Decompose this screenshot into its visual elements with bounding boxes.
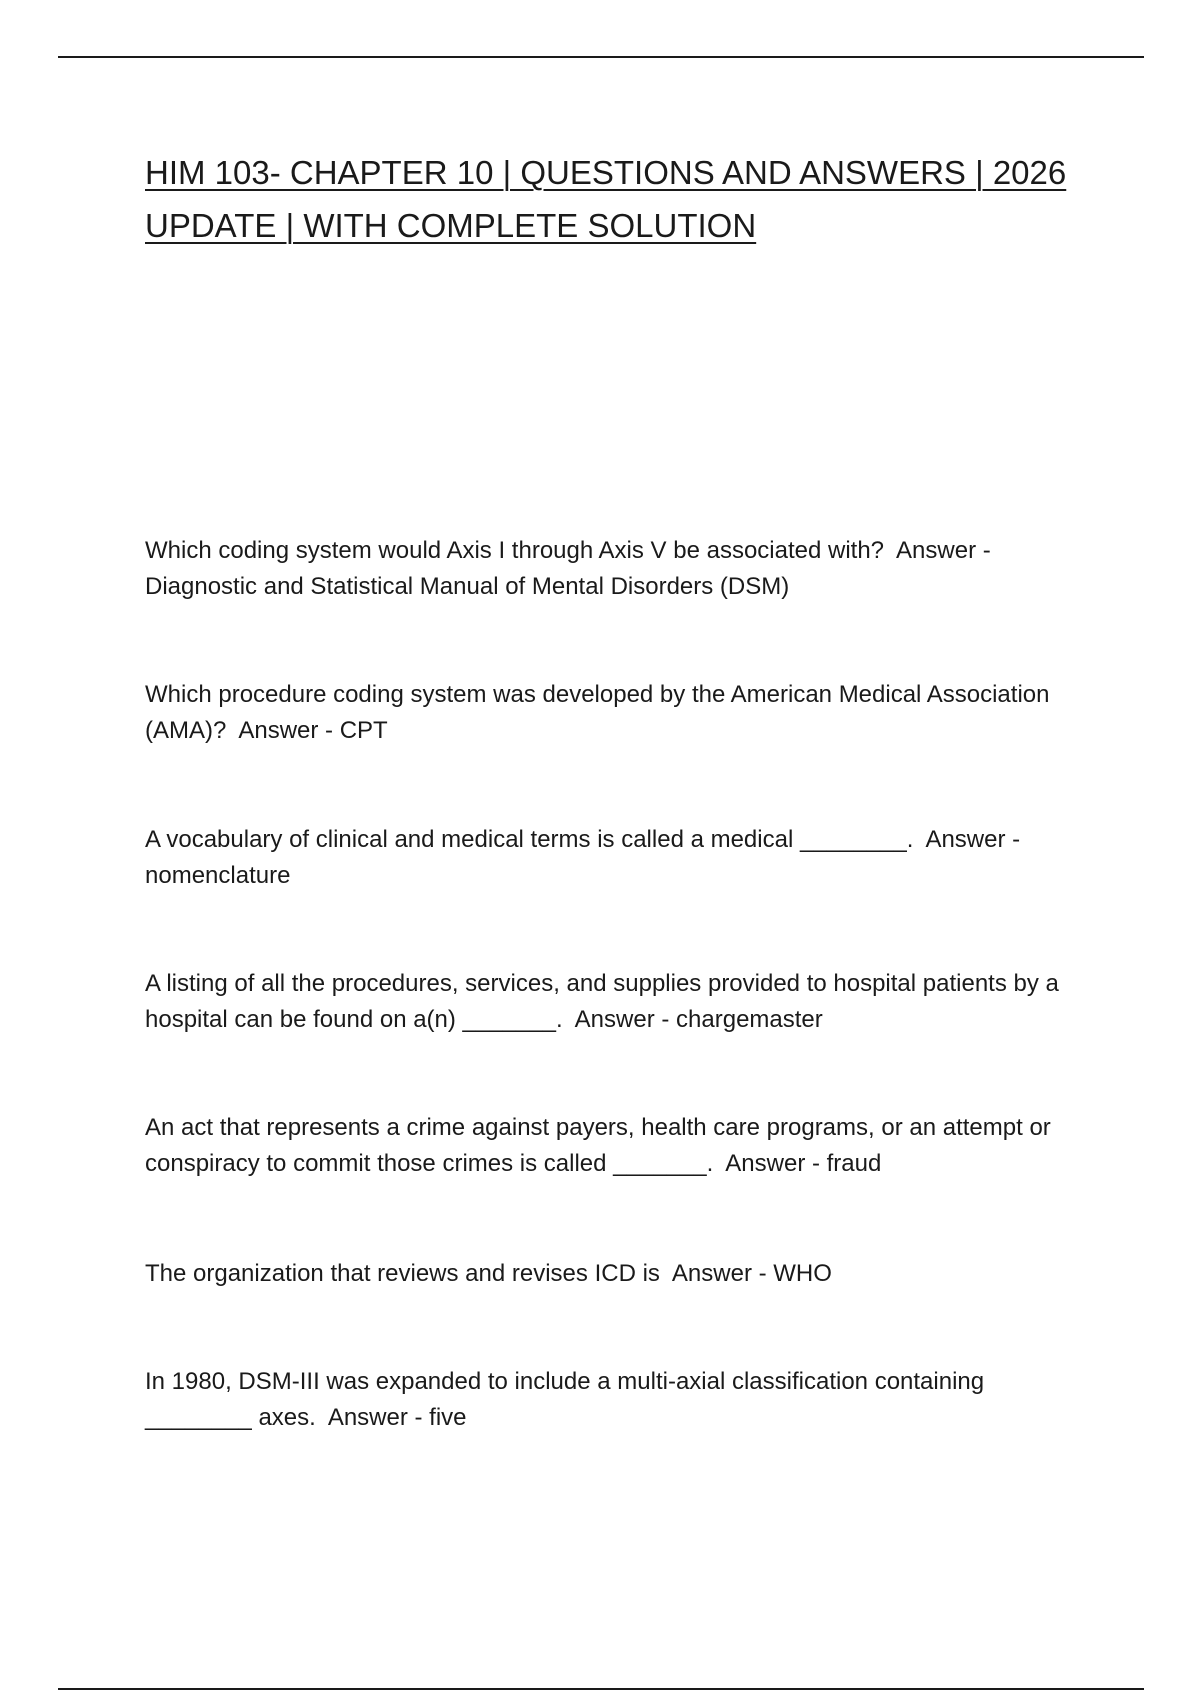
qa-item-5 — [145, 1110, 1065, 1182]
qa-item-1 — [145, 533, 1065, 605]
question-6: The organization that reviews and revises ICD is — [145, 1260, 660, 1287]
question-4: A listing of all the procedures, services, and supplies provided to hospital patients by a hospital can be found on a(n) _______. — [145, 970, 1059, 1033]
document-title: HIM 103- CHAPTER 10 | QUESTIONS AND ANSWERS | 2026 UPDATE | WITH COMPLETE SOLUTION — [145, 154, 1067, 244]
answer-5: Answer - fraud — [725, 1150, 882, 1177]
question-7: In 1980, DSM-III was expanded to include a multi-axial classification containing ________ axes. — [145, 1368, 985, 1431]
question-3: A vocabulary of clinical and medical terms is called a medical ________. — [145, 826, 914, 853]
question-2: Which procedure coding system was developed by the American Medical Association (AMA)? — [145, 681, 1050, 744]
answer-6: Answer - WHO — [671, 1260, 832, 1287]
qa-item-6 — [145, 1256, 1065, 1292]
answer-3: Answer - nomenclature — [145, 826, 1021, 889]
header-rule — [58, 56, 1144, 58]
answer-4: Answer - chargemaster — [574, 1006, 823, 1033]
qa-item-7 — [145, 1364, 1065, 1436]
footer-rule — [58, 1688, 1144, 1690]
answer-1: Answer - Diagnostic and Statistical Manual of Mental Disorders (DSM) — [145, 537, 991, 600]
qa-item-3 — [145, 822, 1065, 894]
question-5: An act that represents a crime against payers, health care programs, or an attempt or conspiracy to commit those crimes is called _______. — [145, 1114, 1051, 1177]
qa-item-4 — [145, 966, 1065, 1038]
answer-2: Answer - CPT — [238, 717, 388, 744]
question-1: Which coding system would Axis I through Axis V be associated with? — [145, 537, 885, 564]
answer-7: Answer - five — [327, 1404, 467, 1431]
qa-item-2 — [145, 677, 1065, 749]
